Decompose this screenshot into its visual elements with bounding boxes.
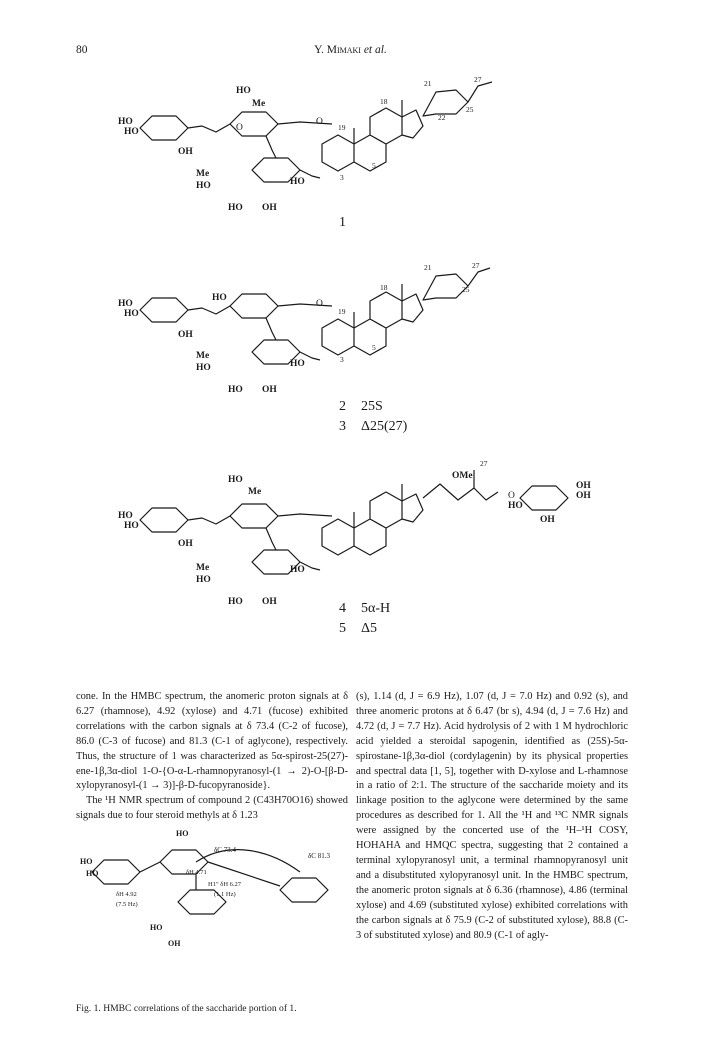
svg-text:O: O xyxy=(236,123,243,133)
svg-text:O: O xyxy=(316,117,323,127)
svg-text:(1.1 Hz): (1.1 Hz) xyxy=(214,891,236,898)
svg-text:22: 22 xyxy=(438,113,446,122)
svg-text:HO: HO xyxy=(124,309,139,319)
compound-5-descriptor: Δ5 xyxy=(361,621,378,636)
svg-text:δC 81.3: δC 81.3 xyxy=(308,852,330,860)
svg-text:(7.5 Hz): (7.5 Hz) xyxy=(116,901,138,908)
svg-text:OMe: OMe xyxy=(452,471,473,481)
page-number: 80 xyxy=(76,44,88,56)
svg-text:HO: HO xyxy=(236,86,251,96)
compound-2-descriptor: 25S xyxy=(361,399,383,414)
svg-text:HO: HO xyxy=(196,575,211,585)
svg-text:HO: HO xyxy=(118,299,133,309)
left-text-column xyxy=(76,690,348,824)
right-paragraph: (s), 1.14 (d, J = 6.9 Hz), 1.07 (d, J = 7.0 Hz) and 0.92 (s), and three anomeric protons at δ 6.47 (br s), 4.94 (d, J = 7.6 Hz) and 4.72 (d, J = 7.7 Hz). Acid hydrolysis of 2 with 1 M hydrochloric acid yielded a steroidal sapogenin, identified as (25S)-5α-spirostane-1β,3α-diol (cordylagenin) by its physical properties and spectral data [1, 5], together with D-xylose and L-rhamnose in a ratio of 2:1. The structure of the saccharide moiety and its linkage position to the aglycone were determined by the same procedures as described for 1. All the ¹H and ¹³C NMR signals were assigned by the concerted use of the ¹H–¹H COSY, HOHAHA and HMQC spectra, suggesting that 2 contained a terminal xylopyranosyl unit, a terminal rhamnopyranosyl unit and a disubstituted xylopyranosyl unit. In the HMBC spectrum, the anomeric proton signals at δ 6.36 (rhamnose), 4.86 (terminal xylose) and 4.69 (substituted xylose) exhibited correlations with the carbon signals at δ 75.9 (C-2 of substituted xylose), 88.8 (C-3 of substituted xylose) and 80.9 (C-1 of agly- xyxy=(356,691,628,941)
svg-text:3: 3 xyxy=(340,355,344,364)
compound-2-3-structure xyxy=(118,261,490,395)
svg-text:HO: HO xyxy=(228,597,243,607)
svg-text:HO: HO xyxy=(124,521,139,531)
running-etal: et al. xyxy=(363,44,387,56)
svg-text:O: O xyxy=(508,491,515,501)
svg-text:δH 4.71: δH 4.71 xyxy=(186,869,207,876)
svg-text:OH: OH xyxy=(178,539,193,549)
svg-text:HO: HO xyxy=(176,829,189,838)
svg-text:OH: OH xyxy=(262,385,277,395)
svg-text:HO: HO xyxy=(212,293,227,303)
svg-text:3: 3 xyxy=(340,173,344,182)
svg-text:HO: HO xyxy=(290,565,305,575)
compound-4-5-structure xyxy=(118,459,591,607)
svg-text:19: 19 xyxy=(338,307,346,316)
svg-text:HO: HO xyxy=(196,363,211,373)
svg-text:21: 21 xyxy=(424,79,432,88)
svg-text:Me: Me xyxy=(248,487,262,497)
svg-text:HO: HO xyxy=(86,869,99,878)
compound-4-label: 4 xyxy=(339,601,346,616)
svg-text:27: 27 xyxy=(480,459,488,468)
compound-5-label: 5 xyxy=(339,621,346,636)
compound-4-descriptor: 5α-H xyxy=(361,601,391,616)
svg-text:Me: Me xyxy=(196,169,210,179)
svg-text:HO: HO xyxy=(228,203,243,213)
svg-text:OH: OH xyxy=(178,330,193,340)
svg-text:27: 27 xyxy=(472,261,480,270)
compound-3-descriptor: Δ25(27) xyxy=(361,419,408,434)
compound-2-label: 2 xyxy=(339,399,346,414)
left-paragraph-1: cone. In the HMBC spectrum, the anomeric proton signals at δ 6.27 (rhamnose), 4.92 (xylose) and 4.71 (fucose) exhibited correlations with the carbon signals at δ 73.4 (C-2 of fucose), 86.0 (C-3 of fucose) and 81.3 (C-1 of aglycone), respectively. Thus, the structure of 1 was characterized as 5α-spirost-25(27)-ene-1β,3α-diol 1-O-{O-α-L-rhamnopyranosyl-(1 → 2)-O-[β-D-xylopyranosyl-(1 → 3)]-β-D-fucopyranoside}. xyxy=(76,691,348,792)
svg-text:19: 19 xyxy=(338,123,346,132)
svg-text:H1″ δH 6.27: H1″ δH 6.27 xyxy=(208,881,242,888)
svg-text:OH: OH xyxy=(262,203,277,213)
svg-text:5: 5 xyxy=(372,161,376,170)
svg-text:OH: OH xyxy=(168,939,181,948)
left-paragraph-2: The ¹H NMR spectrum of compound 2 (C43H70O16) showed signals due to four steroid methyls at δ 1.23 xyxy=(76,795,348,822)
svg-text:HO: HO xyxy=(508,501,523,511)
compound-1-structure xyxy=(118,75,492,213)
svg-text:HO: HO xyxy=(80,857,93,866)
compound-1-label: 1 xyxy=(339,215,346,230)
svg-text:18: 18 xyxy=(380,97,388,106)
svg-text:OH: OH xyxy=(262,597,277,607)
svg-text:25: 25 xyxy=(466,105,474,114)
figure-1-hmbc-diagram xyxy=(80,829,330,948)
svg-text:HO: HO xyxy=(118,117,133,127)
running-author: Y. Mimaki xyxy=(314,44,361,56)
svg-text:OH: OH xyxy=(576,491,591,501)
svg-text:HO: HO xyxy=(124,127,139,137)
svg-text:OH: OH xyxy=(178,147,193,157)
svg-text:HO: HO xyxy=(150,923,163,932)
svg-text:Me: Me xyxy=(196,563,210,573)
svg-text:18: 18 xyxy=(380,283,388,292)
svg-text:OH: OH xyxy=(576,481,591,491)
figure-caption: Fig. 1. HMBC correlations of the saccharide portion of 1. xyxy=(76,1003,297,1014)
svg-text:HO: HO xyxy=(290,177,305,187)
svg-text:δC 73.4: δC 73.4 xyxy=(214,846,236,854)
svg-text:5: 5 xyxy=(372,343,376,352)
svg-text:δH 4.92: δH 4.92 xyxy=(116,891,137,898)
svg-text:O: O xyxy=(316,299,323,309)
svg-text:HO: HO xyxy=(228,385,243,395)
svg-text:HO: HO xyxy=(196,181,211,191)
compound-3-label: 3 xyxy=(339,419,346,434)
svg-text:Me: Me xyxy=(196,351,210,361)
right-text-column xyxy=(356,690,628,943)
svg-text:21: 21 xyxy=(424,263,432,272)
svg-text:Me: Me xyxy=(252,99,266,109)
svg-text:27: 27 xyxy=(474,75,482,84)
svg-text:HO: HO xyxy=(118,511,133,521)
svg-text:HO: HO xyxy=(290,359,305,369)
svg-text:25: 25 xyxy=(462,285,470,294)
svg-text:HO: HO xyxy=(228,475,243,485)
svg-text:OH: OH xyxy=(540,515,555,525)
